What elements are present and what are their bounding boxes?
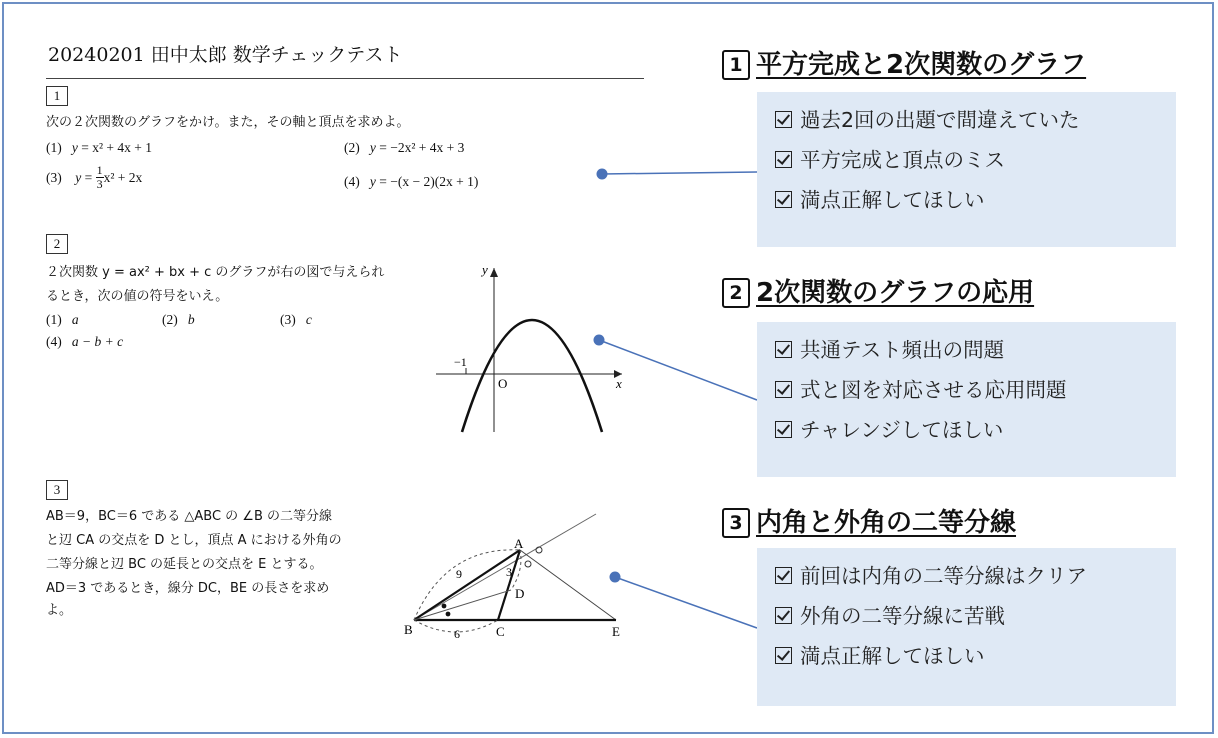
q3-line1: AB＝9，BC＝6 である △ABC の ∠B の二等分線 bbox=[46, 509, 333, 524]
q2-prompt-line2: るとき，次の値の符号をいえ。 bbox=[46, 289, 229, 304]
checkbox-icon bbox=[775, 421, 792, 438]
x-axis-label: x bbox=[616, 376, 622, 391]
note-3-item-2: 外角の二等分線に苦戦 bbox=[775, 596, 1176, 636]
connector-2 bbox=[599, 340, 757, 400]
q2-number: 2 bbox=[46, 234, 68, 254]
connector-1-dot bbox=[597, 169, 608, 180]
note-panel-2 bbox=[757, 322, 1176, 477]
q2-prompt-line1: ２次関数 y = ax² + bx + c のグラフが右の図で与えられ bbox=[46, 265, 385, 280]
q3-line2: と辺 CA の交点を D とし，頂点 A における外角の bbox=[46, 533, 342, 548]
worksheet-title: 20240201 田中太郎 数学チェックテスト bbox=[48, 44, 403, 66]
checkbox-icon bbox=[775, 567, 792, 584]
q2-item-2: (2) b bbox=[162, 312, 195, 327]
point-D: D bbox=[515, 586, 525, 601]
note-number-3: 3 bbox=[722, 508, 750, 538]
q1-item-4: (4) y = −(x − 2)(2x + 1) bbox=[344, 174, 479, 189]
checkbox-icon bbox=[775, 151, 792, 168]
q3-number: 3 bbox=[46, 480, 68, 500]
connector-3-dot bbox=[610, 572, 621, 583]
q1-item-3: (3) y = $\frac{1}{3}$ x² + 2x bbox=[46, 163, 143, 191]
connector-3 bbox=[615, 577, 757, 628]
checkbox-icon bbox=[775, 607, 792, 624]
label-bc: 6 bbox=[454, 627, 460, 641]
note-2-item-3: チャレンジしてほしい bbox=[775, 410, 1176, 450]
q1-prompt: 次の２次関数のグラフをかけ。また，その軸と頂点を求めよ。 bbox=[46, 115, 410, 130]
point-B: B bbox=[404, 622, 413, 637]
note-1-item-1: 過去2回の出題で間違えていた bbox=[775, 100, 1176, 140]
checkbox-icon bbox=[775, 191, 792, 208]
q2-item-3: (3) c bbox=[280, 312, 312, 327]
label-ad: 3 bbox=[506, 565, 512, 579]
connector-1 bbox=[602, 172, 757, 174]
origin-label: O bbox=[498, 376, 508, 391]
checkbox-icon bbox=[775, 341, 792, 358]
checkbox-icon bbox=[775, 111, 792, 128]
note-1-item-3: 満点正解してほしい bbox=[775, 180, 1176, 220]
point-E: E bbox=[612, 624, 620, 639]
note-panel-1 bbox=[757, 92, 1176, 247]
note-number-1: 1 bbox=[722, 50, 750, 80]
q3-line4: AD＝3 であるとき，線分 DC，BE の長さを求め bbox=[46, 581, 330, 596]
note-number-2: 2 bbox=[722, 278, 750, 308]
connector-2-dot bbox=[594, 335, 605, 346]
tick-label: −1 bbox=[454, 355, 467, 369]
note-2-item-2: 式と図を対応させる応用問題 bbox=[775, 370, 1176, 410]
checkbox-icon bbox=[775, 647, 792, 664]
note-heading-3: 3 内角と外角の二等分線 bbox=[722, 502, 1016, 539]
note-heading-2: 2 2次関数のグラフの応用 bbox=[722, 272, 1034, 309]
q1-item-2: (2) y = −2x² + 4x + 3 bbox=[344, 140, 465, 155]
point-A: A bbox=[514, 536, 524, 551]
label-ab: 9 bbox=[456, 567, 462, 581]
q3-line5: よ。 bbox=[46, 603, 73, 618]
note-heading-1: 1 平方完成と2次関数のグラフ bbox=[722, 44, 1086, 81]
note-2-item-1: 共通テスト頻出の問題 bbox=[775, 330, 1176, 370]
note-panel-3 bbox=[757, 548, 1176, 706]
point-C: C bbox=[496, 624, 505, 639]
q2-item-1: (1) a bbox=[46, 312, 79, 327]
y-axis-label: y bbox=[482, 262, 488, 277]
checkbox-icon bbox=[775, 381, 792, 398]
q1-number: 1 bbox=[46, 86, 68, 106]
q3-line3: 二等分線と辺 BC の延長との交点を E とする。 bbox=[46, 557, 323, 572]
note-1-item-2: 平方完成と頂点のミス bbox=[775, 140, 1176, 180]
note-3-item-3: 満点正解してほしい bbox=[775, 636, 1176, 676]
q2-item-4: (4) a − b + c bbox=[46, 334, 124, 349]
q1-item-1: (1) y = x² + 4x + 1 bbox=[46, 140, 153, 155]
note-3-item-1: 前回は内角の二等分線はクリア bbox=[775, 556, 1176, 596]
